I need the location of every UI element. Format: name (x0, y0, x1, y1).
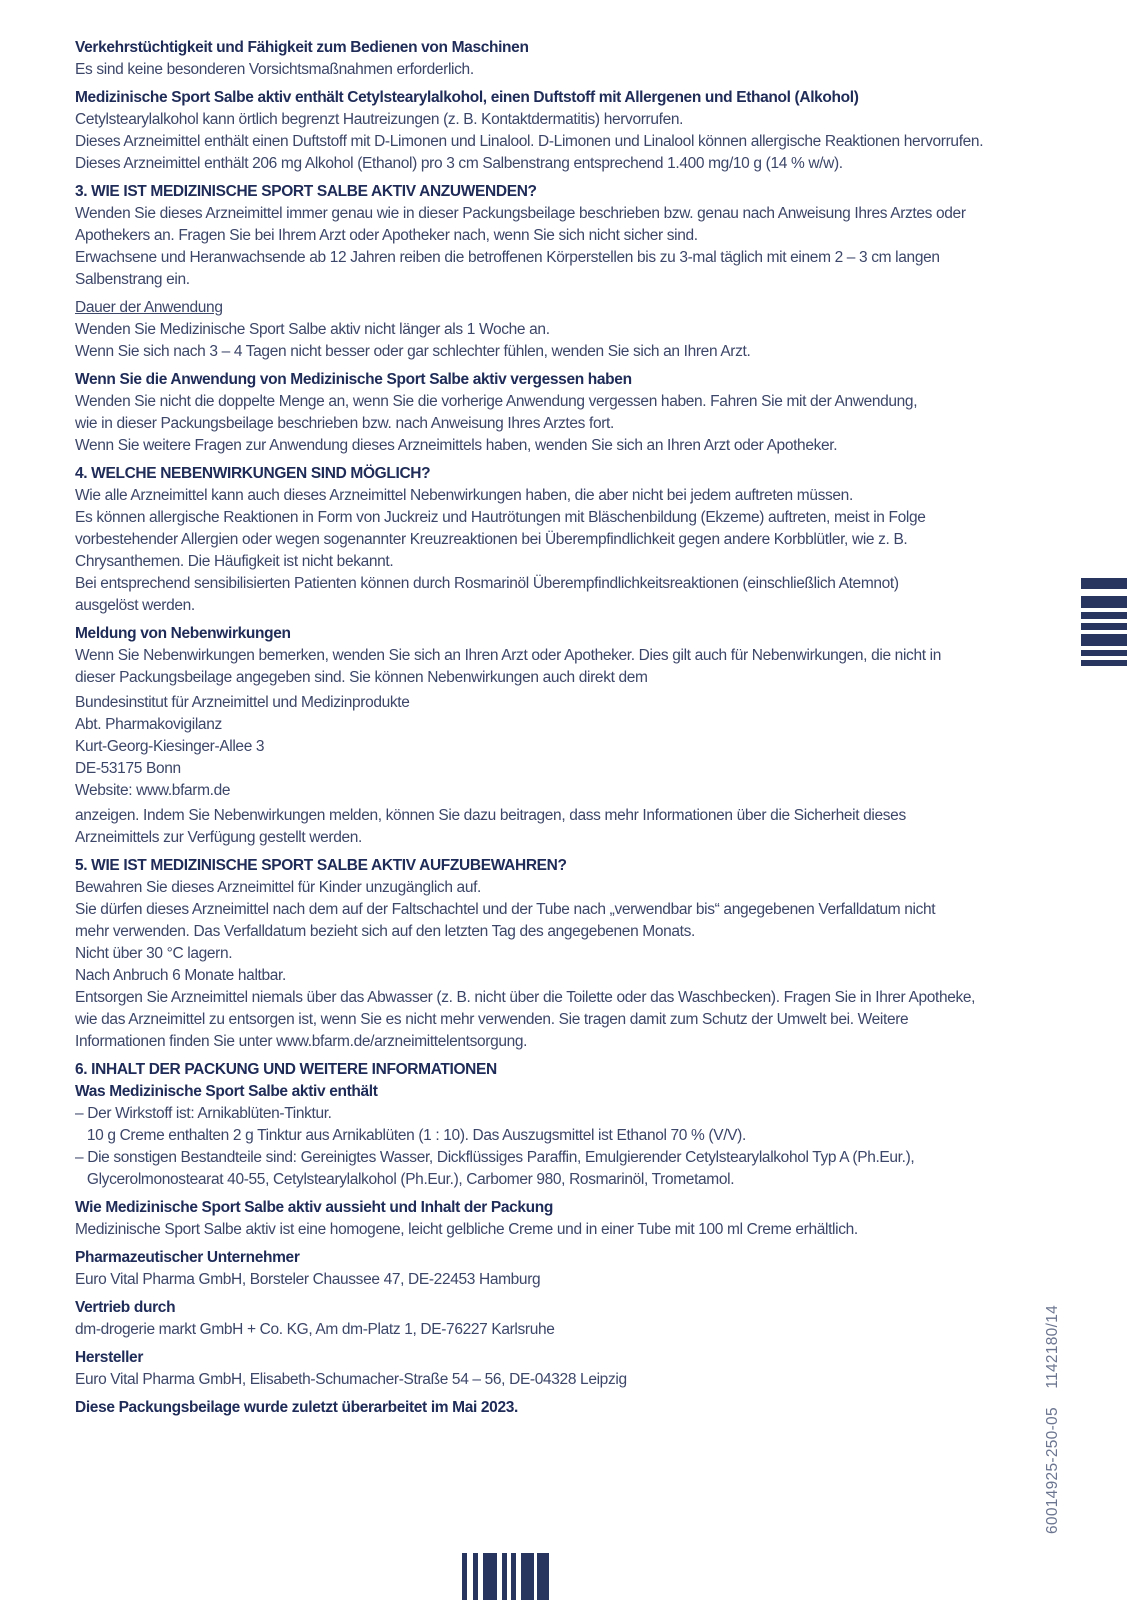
text-line: dm-drogerie markt GmbH + Co. KG, Am dm-Platz 1, DE-76227 Karlsruhe (75, 1321, 555, 1338)
text-line: dieser Packungsbeilage angegeben sind. Sie können Nebenwirkungen auch direkt dem (75, 669, 648, 686)
text-line: Meldung von Nebenwirkungen (75, 625, 291, 642)
barcode-icon (537, 1553, 549, 1600)
text-line: ausgelöst werden. (75, 597, 195, 614)
text-line: Website: www.bfarm.de (75, 782, 231, 799)
text-line: Medizinische Sport Salbe aktiv enthält Cetylstearylalkohol, einen Duftstoff mit Allergenen und Ethanol (Alkohol) (75, 89, 859, 106)
text-line: Wenn Sie die Anwendung von Medizinische Sport Salbe aktiv vergessen haben (75, 371, 632, 388)
text-line: Apothekers an. Fragen Sie bei Ihrem Arzt oder Apotheker nach, wenn Sie sich nicht sicher sind. (75, 227, 698, 244)
barcode-icon (483, 1553, 497, 1600)
text-line: 10 g Creme enthalten 2 g Tinktur aus Arnikablüten (1 : 10). Das Auszugsmittel ist Ethanol 70 % (V/V). (75, 1127, 746, 1144)
section-heading-6 (75, 1059, 1043, 1081)
text-line: Wenden Sie Medizinische Sport Salbe aktiv nicht länger als 1 Woche an. (75, 321, 550, 338)
barcode-icon (511, 1553, 516, 1600)
paragraph (75, 1369, 1043, 1391)
paragraph (75, 1269, 1043, 1291)
heading-aussehen-packung (75, 1197, 1043, 1219)
paragraph (75, 645, 1043, 689)
stripe-block-icon (1081, 650, 1127, 656)
paragraph (75, 203, 1043, 291)
text-line: Euro Vital Pharma GmbH, Borsteler Chaussee 47, DE-22453 Hamburg (75, 1271, 541, 1288)
print-registration-mark (1081, 578, 1127, 666)
text-line: Salbenstrang ein. (75, 271, 190, 288)
heading-anwendung-vergessen (75, 369, 1043, 391)
text-line: mehr verwenden. Das Verfalldatum bezieht sich auf den letzten Tag des angegebenen Monats. (75, 923, 695, 940)
heading-hersteller (75, 1347, 1043, 1369)
text-line: Medizinische Sport Salbe aktiv ist eine homogene, leicht gelbliche Creme und in einer Tube mit 100 ml Creme erhältlich. (75, 1221, 858, 1238)
text-line: vorbestehender Allergien oder wegen sogenannter Kreuzreaktionen bei Überempfindlichkeit gegen andere Korbblütler, wie z. B. (75, 531, 908, 548)
paragraph (75, 59, 1043, 81)
text-line: Vertrieb durch (75, 1299, 176, 1316)
section-heading-3 (75, 181, 1043, 203)
heading-stand (75, 1397, 1043, 1419)
stripe-block-icon (1081, 623, 1127, 630)
leaflet-content (75, 31, 1043, 1419)
section-heading-5 (75, 855, 1043, 877)
barcode (462, 1553, 552, 1600)
text-line: Bei entsprechend sensibilisierten Patienten können durch Rosmarinöl Überempfindlichkeitsreaktionen (einschließlich Atemnot) (75, 575, 899, 592)
text-line: anzeigen. Indem Sie Nebenwirkungen melden, können Sie dazu beitragen, dass mehr Informationen über die Sicherheit dieses (75, 807, 906, 824)
subheading-dauer-der-anwendung (75, 297, 1043, 319)
stripe-block-icon (1081, 612, 1127, 619)
text-line: Dieses Arzneimittel enthält einen Duftstoff mit D-Limonen und Linalool. D-Limonen und Linalool können allergische Reaktionen hervorrufen. (75, 133, 984, 150)
text-line: Erwachsene und Heranwachsende ab 12 Jahren reiben die betroffenen Körperstellen bis zu 3-mal täglich mit einem 2 – 3 cm langen (75, 249, 940, 266)
heading-inhaltsstoffe-warnung (75, 87, 1043, 109)
text-line: Arzneimittels zur Verfügung gestellt werden. (75, 829, 363, 846)
barcode-icon (502, 1553, 507, 1600)
text-line: Dieses Arzneimittel enthält 206 mg Alkohol (Ethanol) pro 3 cm Salbenstrang entsprechend 1.400 mg/10 g (14 % w/w). (75, 155, 843, 172)
heading-pharmazeutischer-unternehmer (75, 1247, 1043, 1269)
text-line: 3. WIE IST MEDIZINISCHE SPORT SALBE AKTIV ANZUWENDEN? (75, 183, 537, 200)
text-line: Verkehrstüchtigkeit und Fähigkeit zum Bedienen von Maschinen (75, 39, 529, 56)
paragraph (75, 109, 1043, 175)
stripe-block-icon (1081, 634, 1127, 646)
text-line: Bewahren Sie dieses Arzneimittel für Kinder unzugänglich auf. (75, 879, 482, 896)
text-line: Es sind keine besonderen Vorsichtsmaßnahmen erforderlich. (75, 61, 474, 78)
text-line: Es können allergische Reaktionen in Form von Juckreiz und Hautrötungen mit Bläschenbildung (Ekzeme) auftreten, meist in Folge (75, 509, 926, 526)
text-line: Entsorgen Sie Arzneimittel niemals über das Abwasser (z. B. nicht über die Toilette oder das Waschbecken). Fragen Sie in Ihrer Apotheke, (75, 989, 976, 1006)
text-line: Pharmazeutischer Unternehmer (75, 1249, 300, 1266)
text-line: Sie dürfen dieses Arzneimittel nach dem auf der Faltschachtel und der Tube nach „verwendbar bis“ angegebenen Verfalldatum nicht (75, 901, 936, 918)
vertical-print-code: 60014925-250-05 1142180/14 (1044, 1304, 1061, 1534)
text-line: Abt. Pharmakovigilanz (75, 716, 222, 733)
text-line: Informationen finden Sie unter www.bfarm.de/arzneimittelentsorgung. (75, 1033, 528, 1050)
text-line: Wenn Sie sich nach 3 – 4 Tagen nicht besser oder gar schlechter fühlen, wenden Sie sich an Ihren Arzt. (75, 343, 751, 360)
text-line: Wie alle Arzneimittel kann auch dieses Arzneimittel Nebenwirkungen haben, die aber nicht bei jedem auftreten müssen. (75, 487, 853, 504)
stripe-block-icon (1081, 596, 1127, 608)
barcode-icon (521, 1553, 534, 1600)
heading-was-enthaelt (75, 1081, 1043, 1103)
text-line: Chrysanthemen. Die Häufigkeit ist nicht bekannt. (75, 553, 394, 570)
text-line: 6. INHALT DER PACKUNG UND WEITERE INFORMATIONEN (75, 1061, 497, 1078)
text-line: 5. WIE IST MEDIZINISCHE SPORT SALBE AKTIV AUFZUBEWAHREN? (75, 857, 567, 874)
paragraph (75, 391, 1043, 457)
text-line: Wenden Sie nicht die doppelte Menge an, wenn Sie die vorherige Anwendung vergessen haben. Fahren Sie mit der Anwendung, (75, 393, 918, 410)
text-line: wie in dieser Packungsbeilage beschrieben bzw. nach Anweisung Ihres Arztes fort. (75, 415, 614, 432)
section-heading-4 (75, 463, 1043, 485)
text-line: – Der Wirkstoff ist: Arnikablüten-Tinktur. (75, 1105, 332, 1122)
paragraph (75, 805, 1043, 849)
text-line: – Die sonstigen Bestandteile sind: Gereinigtes Wasser, Dickflüssiges Paraffin, Emulgierender Cetylstearylalkohol Typ A (Ph.Eur.), (75, 1149, 915, 1166)
text-line: Glycerolmonostearat 40-55, Cetylstearylalkohol (Ph.Eur.), Carbomer 980, Rosmarinöl, Trometamol. (75, 1171, 735, 1188)
text-line: 4. WELCHE NEBENWIRKUNGEN SIND MÖGLICH? (75, 465, 431, 482)
text-line: Euro Vital Pharma GmbH, Elisabeth-Schumacher-Straße 54 – 56, DE-04328 Leipzig (75, 1371, 627, 1388)
text-line: DE-53175 Bonn (75, 760, 181, 777)
text-line: wie das Arzneimittel zu entsorgen ist, wenn Sie es nicht mehr verwenden. Sie tragen damit zum Schutz der Umwelt bei. Weitere (75, 1011, 909, 1028)
text-line: Wenn Sie weitere Fragen zur Anwendung dieses Arzneimittels haben, wenden Sie sich an Ihren Arzt oder Apotheker. (75, 437, 838, 454)
heading-vertrieb (75, 1297, 1043, 1319)
address-block (75, 692, 1043, 802)
paragraph (75, 877, 1043, 1053)
text-line: Nach Anbruch 6 Monate haltbar. (75, 967, 286, 984)
paragraph (75, 1319, 1043, 1341)
paragraph (75, 485, 1043, 617)
text-line: Wenden Sie dieses Arzneimittel immer genau wie in dieser Packungsbeilage beschrieben bzw. genau nach Anweisung Ihres Arztes oder (75, 205, 966, 222)
barcode-icon (473, 1553, 478, 1600)
text-line: Wenn Sie Nebenwirkungen bemerken, wenden Sie sich an Ihren Arzt oder Apotheker. Dies gilt auch für Nebenwirkungen, die nicht in (75, 647, 941, 664)
text-line: Bundesinstitut für Arzneimittel und Medizinprodukte (75, 694, 410, 711)
barcode-icon (462, 1553, 467, 1600)
stripe-block-icon (1081, 578, 1127, 589)
text-line: Was Medizinische Sport Salbe aktiv enthält (75, 1083, 378, 1100)
text-line: Hersteller (75, 1349, 144, 1366)
stripe-block-icon (1081, 660, 1127, 666)
paragraph (75, 1219, 1043, 1241)
text-line: Diese Packungsbeilage wurde zuletzt überarbeitet im Mai 2023. (75, 1399, 518, 1416)
text-line: Kurt-Georg-Kiesinger-Allee 3 (75, 738, 265, 755)
heading-meldung-nebenwirkungen (75, 623, 1043, 645)
text-line: Cetylstearylalkohol kann örtlich begrenzt Hautreizungen (z. B. Kontaktdermatitis) hervorrufen. (75, 111, 684, 128)
text-line: Nicht über 30 °C lagern. (75, 945, 233, 962)
text-line: Dauer der Anwendung (75, 299, 223, 316)
ingredient-list (75, 1103, 1043, 1191)
paragraph (75, 319, 1043, 363)
heading-verkehrstuechtigkeit (75, 37, 1043, 59)
text-line: Wie Medizinische Sport Salbe aktiv aussieht und Inhalt der Packung (75, 1199, 554, 1216)
